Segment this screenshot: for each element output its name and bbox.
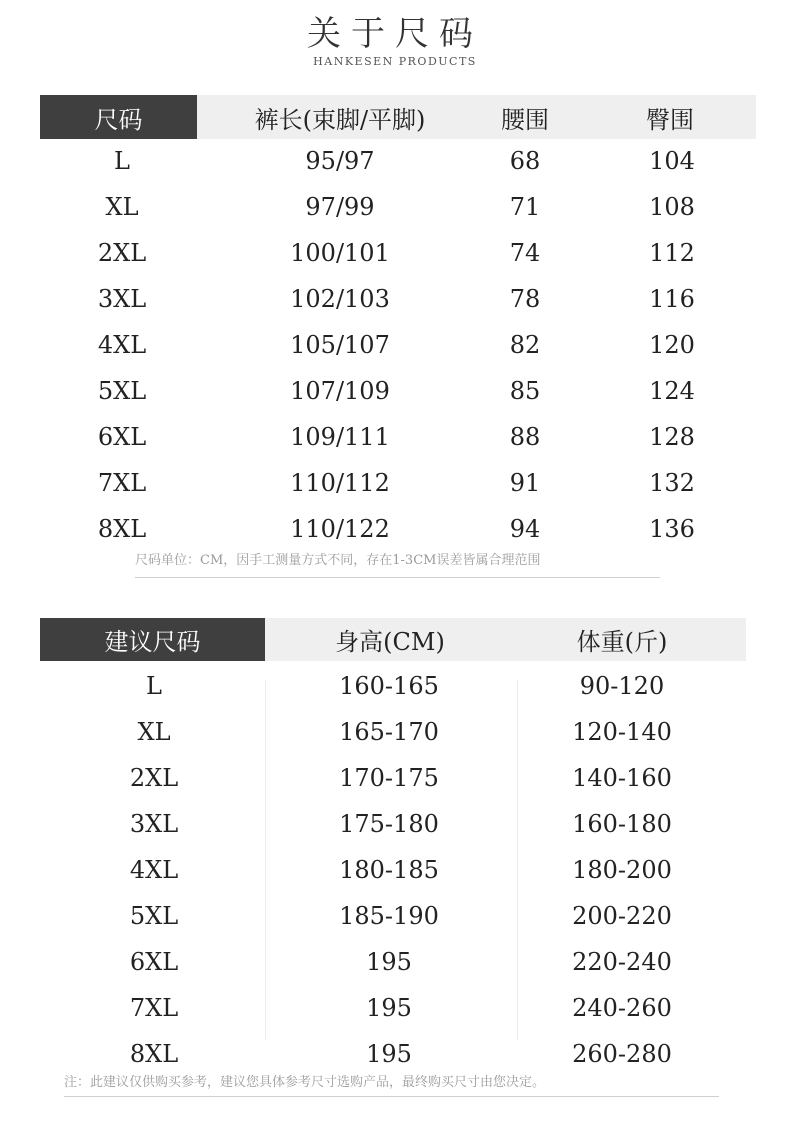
- table-cell: XL: [137, 718, 171, 746]
- table-cell: 132: [649, 469, 695, 497]
- table-cell: 90-120: [579, 672, 665, 700]
- table-cell: 175-180: [339, 810, 439, 838]
- recommend-table-divider: [64, 1096, 719, 1097]
- table-cell: 6XL: [129, 948, 179, 976]
- table-cell: XL: [105, 193, 139, 221]
- table-cell: 195: [366, 994, 412, 1022]
- table-cell: 5XL: [97, 377, 147, 405]
- table-cell: 68: [509, 147, 541, 175]
- table-cell: 160-165: [339, 672, 439, 700]
- table-cell: 140-160: [572, 764, 672, 792]
- recommend-column-divider: [517, 680, 518, 1040]
- table-cell: L: [146, 672, 162, 700]
- table-cell: 85: [509, 377, 541, 405]
- table-cell: 3XL: [97, 285, 147, 313]
- table-cell: 120: [649, 331, 695, 359]
- table-cell: 2XL: [97, 239, 147, 267]
- table-cell: 136: [649, 515, 695, 543]
- table-cell: 71: [509, 193, 541, 221]
- table-cell: 110/112: [290, 469, 390, 497]
- table-cell: 165-170: [339, 718, 439, 746]
- table-cell: 240-260: [572, 994, 672, 1022]
- table-cell: 120-140: [572, 718, 672, 746]
- table-cell: 7XL: [97, 469, 147, 497]
- table-cell: 4XL: [129, 856, 179, 884]
- size-table-header-hip: 臀围: [646, 105, 694, 134]
- recommend-table-note: 注：此建议仅供购买参考，建议您具体参考尺寸选购产品，最终购买尺寸由您决定。: [64, 1075, 546, 1090]
- table-cell: 91: [509, 469, 541, 497]
- recommend-table-header-height: 身高(CM): [335, 628, 445, 656]
- table-cell: 104: [649, 147, 695, 175]
- table-cell: 88: [509, 423, 541, 451]
- table-cell: 107/109: [290, 377, 390, 405]
- table-cell: 3XL: [129, 810, 179, 838]
- table-cell: 78: [509, 285, 541, 313]
- table-cell: 128: [649, 423, 695, 451]
- size-table-header-length: 裤长(束脚/平脚): [254, 105, 426, 134]
- table-cell: 82: [509, 331, 541, 359]
- brand-subtitle: HANKESEN PRODUCTS: [313, 55, 477, 68]
- table-cell: 124: [649, 377, 695, 405]
- table-cell: 160-180: [572, 810, 672, 838]
- table-cell: 110/122: [290, 515, 390, 543]
- table-cell: 180-185: [339, 856, 439, 884]
- table-cell: 180-200: [572, 856, 672, 884]
- table-cell: 200-220: [572, 902, 672, 930]
- table-cell: 195: [366, 1040, 412, 1068]
- table-cell: 94: [509, 515, 541, 543]
- table-cell: 6XL: [97, 423, 147, 451]
- table-cell: 8XL: [129, 1040, 179, 1068]
- recommend-column-divider: [265, 680, 266, 1040]
- table-cell: 95/97: [305, 147, 375, 175]
- recommend-table-header-weight: 体重(斤): [576, 628, 668, 656]
- table-cell: 102/103: [290, 285, 390, 313]
- size-table-divider: [135, 577, 660, 578]
- size-table-header-waist: 腰围: [501, 105, 549, 134]
- size-table-note: 尺码单位：CM，因手工测量方式不同，存在1-3CM误差皆属合理范围: [135, 553, 541, 568]
- table-cell: 4XL: [97, 331, 147, 359]
- table-cell: 5XL: [129, 902, 179, 930]
- table-cell: 74: [509, 239, 541, 267]
- table-cell: 220-240: [572, 948, 672, 976]
- table-cell: 185-190: [339, 902, 439, 930]
- table-cell: 2XL: [129, 764, 179, 792]
- table-cell: 8XL: [97, 515, 147, 543]
- size-table-header-size: 尺码: [40, 95, 197, 139]
- table-cell: 116: [649, 285, 695, 313]
- page-title: 关于尺码: [307, 14, 483, 54]
- table-cell: 112: [649, 239, 695, 267]
- table-cell: 109/111: [290, 423, 390, 451]
- table-cell: 105/107: [290, 331, 390, 359]
- table-cell: 195: [366, 948, 412, 976]
- table-cell: 7XL: [129, 994, 179, 1022]
- table-cell: 170-175: [339, 764, 439, 792]
- table-cell: L: [114, 147, 130, 175]
- table-cell: 108: [649, 193, 695, 221]
- table-cell: 97/99: [305, 193, 375, 221]
- table-cell: 100/101: [290, 239, 390, 267]
- table-cell: 260-280: [572, 1040, 672, 1068]
- recommend-table-header-size: 建议尺码: [40, 618, 265, 661]
